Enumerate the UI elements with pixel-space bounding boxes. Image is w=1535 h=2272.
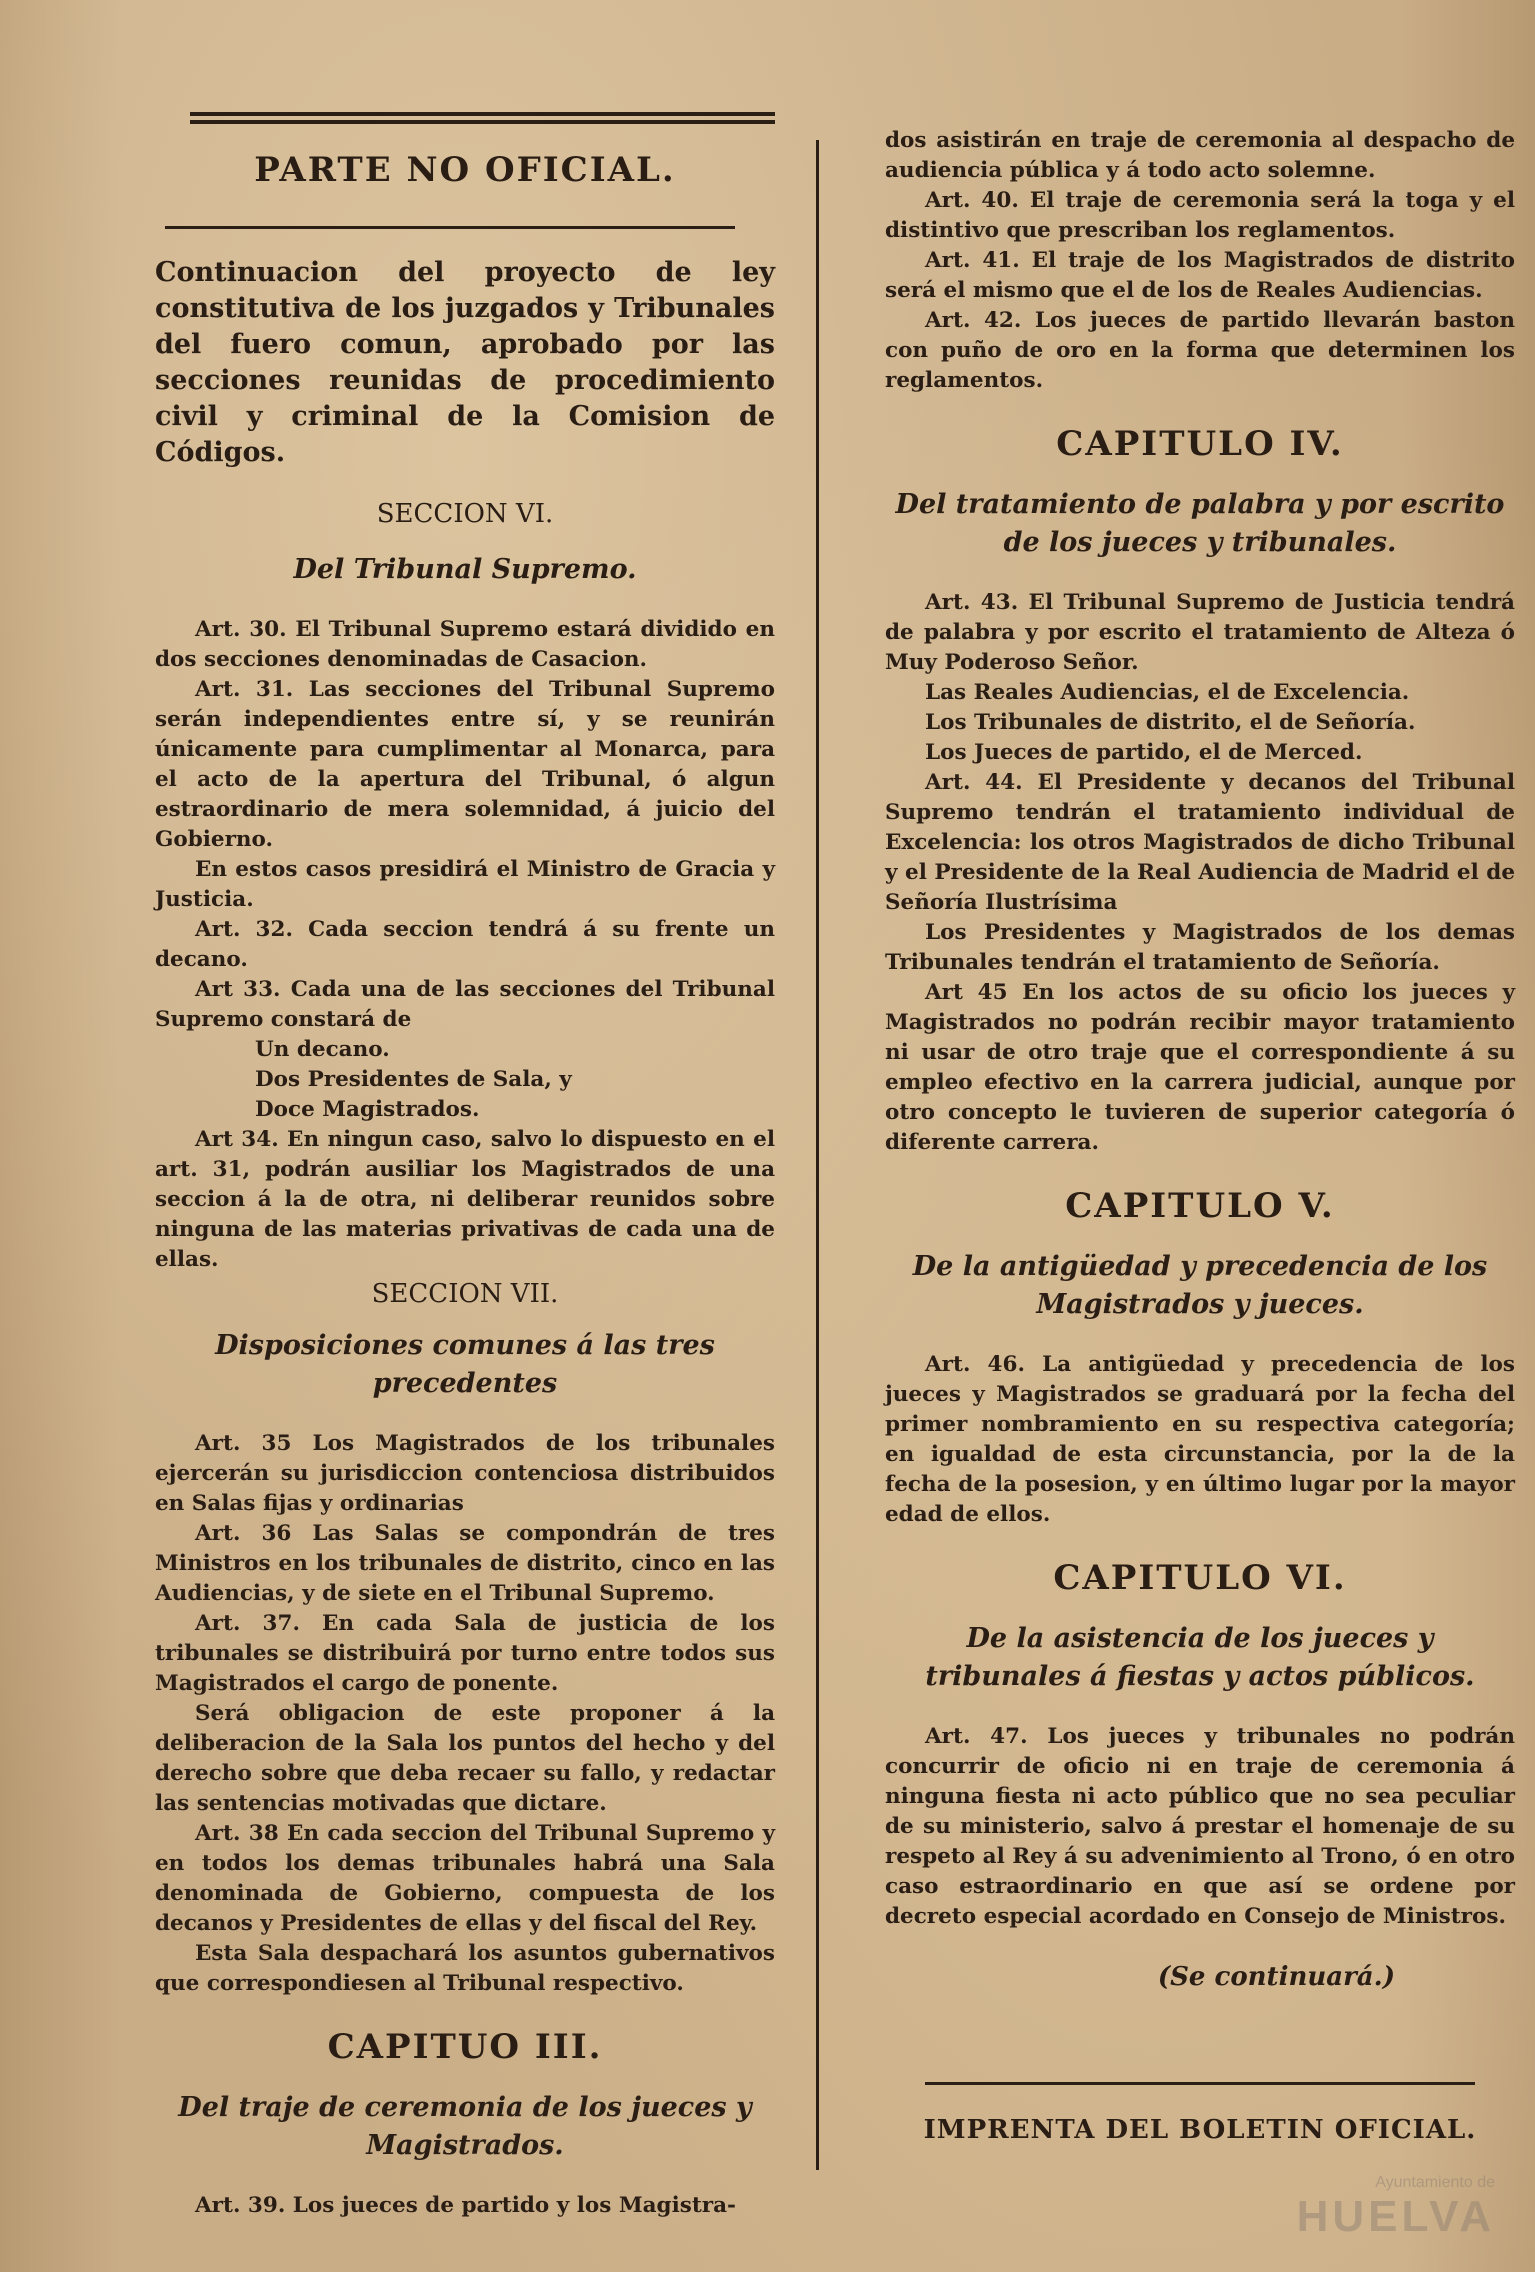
- right-body: [885, 126, 1515, 396]
- art-45: Art 45 En los actos de su oficio los jueces y Magistrados no podrán recibir mayor tratamiento ni usar de otro traje que el correspondiente á su empleo efectivo en la carrera judicial, aunque por otro concepto le tuvieren de superior categoría ó diferente carrera.: [885, 980, 1515, 1155]
- right-body-4: [885, 1722, 1515, 1932]
- left-body-2: [155, 1429, 775, 1999]
- art-40: Art. 40. El traje de ceremonia será la toga y el distintivo que prescriban los reglamentos.: [885, 188, 1515, 243]
- continued-note: (Se continuará.): [1157, 1962, 1395, 1992]
- chapter-4-subtitle: Del tratamiento de palabra y por escrito de los jueces y tribunales.: [895, 489, 1505, 558]
- art-34: Art 34. En ningun caso, salvo lo dispuesto en el art. 31, podrán ausiliar los Magistrados de una seccion á la de otra, ni deliberar reunidos sobre ninguna de las materias privativas de cada una de ellas.: [155, 1127, 775, 1272]
- left-body: [155, 615, 775, 1275]
- art-44: Art. 44. El Presidente y decanos del Tribunal Supremo tendrán el tratamiento individual de Excelencia: los otros Magistrados de dicho Tribunal y el Presidente de la Real Audiencia de Madrid el de Señoría Ilustrísima: [885, 770, 1515, 915]
- chapter-5-subtitle: De la antigüedad y precedencia de los Magistrados y jueces.: [912, 1251, 1488, 1320]
- chapter-4-title: CAPITULO IV.: [1056, 424, 1344, 464]
- imprint-line: IMPRENTA DEL BOLETIN OFICIAL.: [923, 2115, 1477, 2145]
- section-6-subtitle: Del Tribunal Supremo.: [293, 554, 637, 585]
- intro-paragraph: Continuacion del proyecto de ley constitutiva de los juzgados y Tribunales del fuero comun, aprobado por las secciones reunidas de procedimiento civil y criminal de la Comision de Códigos.: [155, 257, 775, 468]
- art-46: Art. 46. La antigüedad y precedencia de los jueces y Magistrados se graduará por la fecha del primer nombramiento en su respectiva categoría; en igualdad de esta circunstancia, por la de la fecha de la posesion, y en último lugar por la mayor edad de ellos.: [885, 1352, 1515, 1527]
- page-heading: PARTE NO OFICIAL.: [254, 150, 676, 190]
- art-36: Art. 36 Las Salas se compondrán de tres Ministros en los tribunales de distrito, cinco en las Audiencias, y de siete en el Tribunal Supremo.: [155, 1521, 775, 1606]
- art-31: Art. 31. Las secciones del Tribunal Supremo serán independientes entre sí, y se reunirán únicamente para cumplimentar al Monarca, para el acto de la apertura del Tribunal, ó algun estraordinario de mera solemnidad, á juicio del Gobierno.: [155, 677, 775, 852]
- paragraph: Esta Sala despachará los asuntos gubernativos que correspondiesen al Tribunal respectivo.: [155, 1941, 775, 1996]
- art-30: Art. 30. El Tribunal Supremo estará dividido en dos secciones denominadas de Casacion.: [155, 617, 775, 672]
- art-39-continued: dos asistirán en traje de ceremonia al despacho de audiencia pública y á todo acto solemne.: [885, 128, 1515, 183]
- chapter-6-subtitle: De la asistencia de los jueces y tribunales á fiestas y actos públicos.: [925, 1623, 1475, 1692]
- chapter-3-subtitle: Del traje de ceremonia de los jueces y Magistrados.: [178, 2092, 752, 2161]
- art-42: Art. 42. Los jueces de partido llevarán baston con puño de oro en la forma que determinen los reglamentos.: [885, 308, 1515, 393]
- section-6-title: SECCION VI.: [376, 499, 554, 529]
- art-37: Art. 37. En cada Sala de justicia de los tribunales se distribuirá por turno entre todos sus Magistrados el cargo de ponente.: [155, 1611, 775, 1696]
- section-7-title: SECCION VII.: [371, 1279, 559, 1309]
- watermark-line-2: HUELVA: [1296, 2192, 1495, 2241]
- chapter-3-title: CAPITUO III.: [327, 2027, 603, 2067]
- watermark: [1297, 2174, 1495, 2242]
- art-43: Art. 43. El Tribunal Supremo de Justicia tendrá de palabra y por escrito el tratamiento de Alteza ó Muy Poderoso Señor.: [885, 590, 1515, 675]
- left-body-3: [155, 2191, 775, 2221]
- list-item: Doce Magistrados.: [255, 1097, 480, 1122]
- right-body-3: [885, 1350, 1515, 1530]
- art-41: Art. 41. El traje de los Magistrados de distrito será el mismo que el de los de Reales Audiencias.: [885, 248, 1515, 303]
- paragraph: Los Jueces de partido, el de Merced.: [925, 740, 1363, 765]
- list-item: Un decano.: [255, 1037, 390, 1062]
- list-item: Dos Presidentes de Sala, y: [255, 1067, 572, 1092]
- column-divider: [816, 140, 819, 2170]
- right-column: [885, 0, 1515, 2145]
- chapter-5-title: CAPITULO V.: [1065, 1186, 1335, 1226]
- chapter-6-title: CAPITULO VI.: [1053, 1558, 1347, 1598]
- paragraph: Será obligacion de este proponer á la deliberacion de la Sala los puntos del hecho y del derecho sobre que deba recaer su fallo, y redactar las sentencias motivadas que dictare.: [155, 1701, 775, 1816]
- paragraph: Los Presidentes y Magistrados de los demas Tribunales tendrán el tratamiento de Señoría.: [885, 920, 1515, 975]
- watermark-line-1: Ayuntamiento de: [1375, 2174, 1495, 2191]
- art-47: Art. 47. Los jueces y tribunales no podrán concurrir de oficio ni en traje de ceremonia á ninguna fiesta ni acto público que no sea peculiar de su ministerio, salvo á prestar el homenaje de su respeto al Rey á su advenimiento al Trono, ó en otro caso estraordinario en que así se ordene por decreto especial acordado en Consejo de Ministros.: [885, 1724, 1515, 1929]
- left-column: [155, 0, 775, 2221]
- art-39: Art. 39. Los jueces de partido y los Magistra-: [195, 2193, 736, 2218]
- paragraph: Los Tribunales de distrito, el de Señoría.: [925, 710, 1416, 735]
- paragraph: Las Reales Audiencias, el de Excelencia.: [925, 680, 1410, 705]
- art-35: Art. 35 Los Magistrados de los tribunales ejercerán su jurisdiccion contenciosa distribuidos en Salas fijas y ordinarias: [155, 1431, 775, 1516]
- art-38: Art. 38 En cada seccion del Tribunal Supremo y en todos los demas tribunales habrá una Sala denominada de Gobierno, compuesta de los decanos y Presidentes de ellas y del fiscal del Rey.: [155, 1821, 775, 1936]
- section-7-subtitle: Disposiciones comunes á las tres precedentes: [215, 1330, 715, 1399]
- paragraph: En estos casos presidirá el Ministro de Gracia y Justicia.: [155, 857, 775, 912]
- art-33: Art 33. Cada una de las secciones del Tribunal Supremo constará de: [155, 977, 775, 1032]
- right-body-2: [885, 588, 1515, 1158]
- art-32: Art. 32. Cada seccion tendrá á su frente un decano.: [155, 917, 775, 972]
